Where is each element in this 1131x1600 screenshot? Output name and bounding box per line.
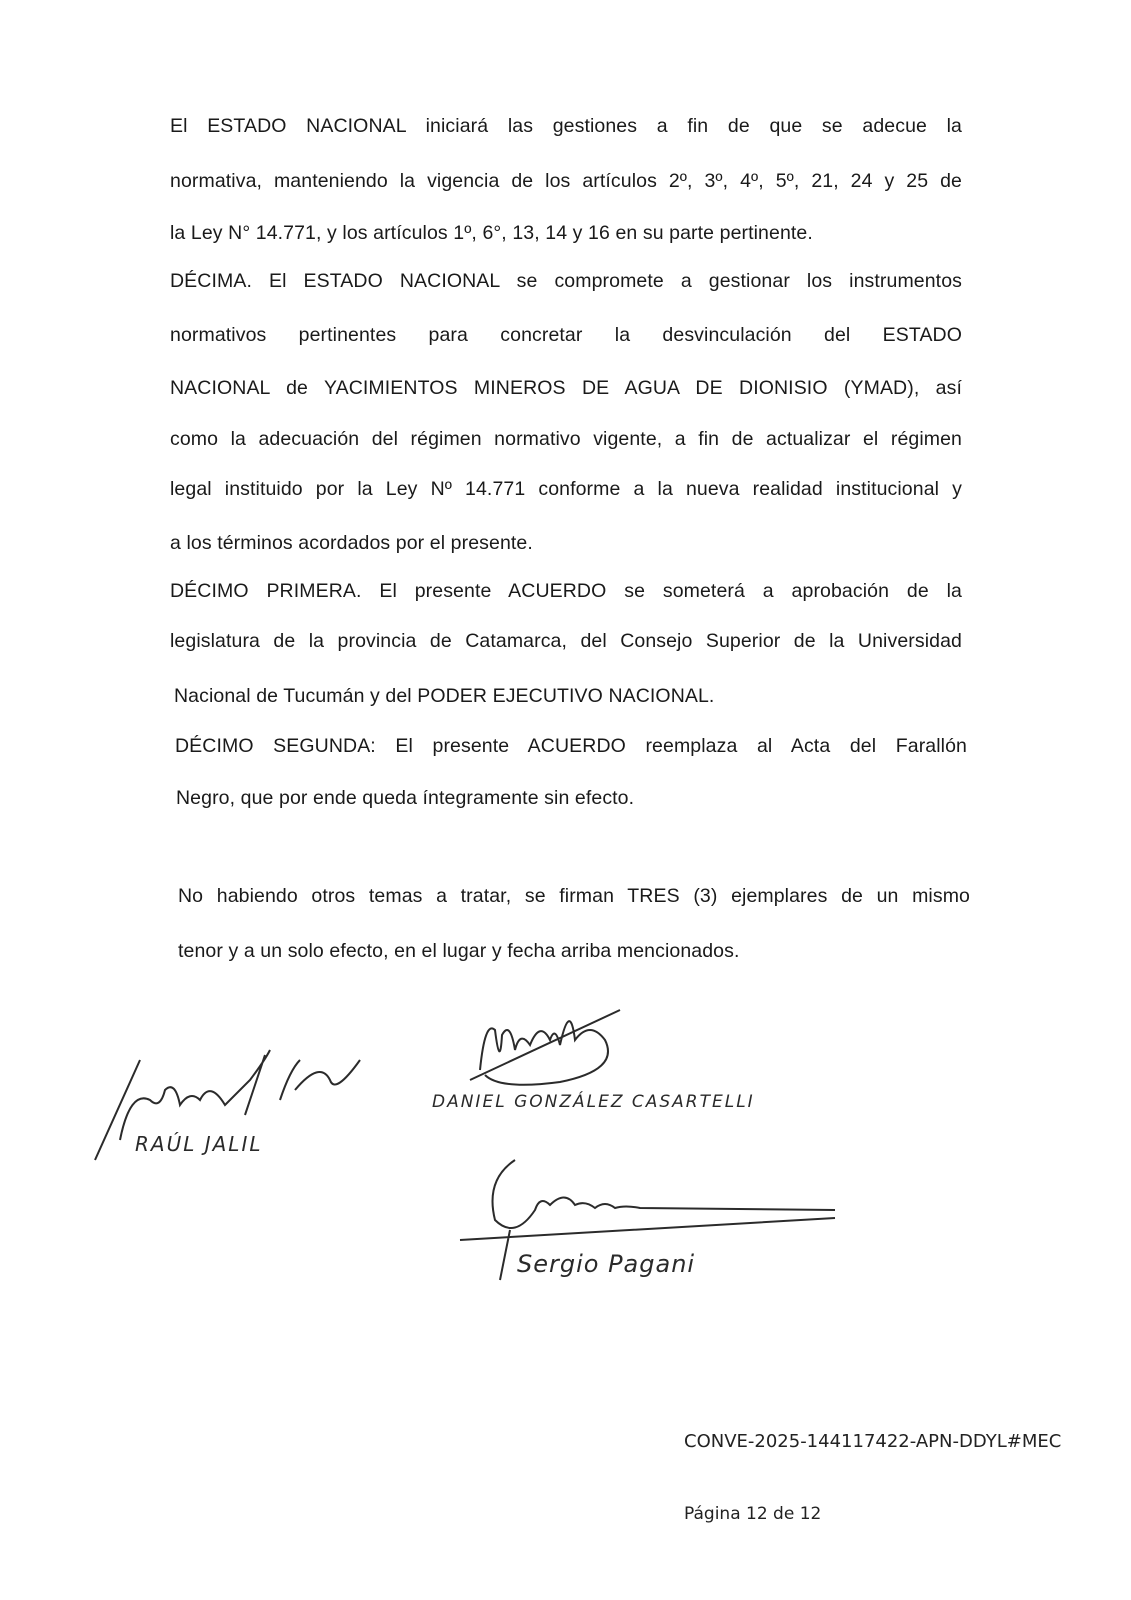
clause-decima-line: normativos pertinentes para concretar la desvinculación del ESTADO (170, 324, 962, 346)
clause-decima-line: como la adecuación del régimen normativo vigente, a fin de actualizar el régimen (170, 428, 962, 450)
clause-decimo-primera-line: legislatura de la provincia de Catamarca, del Consejo Superior de la Universidad (170, 630, 962, 652)
clause-decima-line: legal instituido por la Ley Nº 14.771 conforme a la nueva realidad institucional y (170, 478, 962, 500)
text-line: normativa, manteniendo la vigencia de los artículos 2º, 3º, 4º, 5º, 21, 24 y 25 de (170, 170, 962, 192)
text-line: la Ley N° 14.771, y los artículos 1º, 6°, 13, 14 y 16 en su parte pertinente. (170, 222, 813, 244)
clause-decimo-segunda-line: Negro, que por ende queda íntegramente sin efecto. (176, 787, 635, 809)
text-line: El ESTADO NACIONAL iniciará las gestiones a fin de que se adecue la (170, 115, 962, 137)
clause-decimo-segunda-line: DÉCIMO SEGUNDA: El presente ACUERDO reemplaza al Acta del Farallón (175, 735, 967, 757)
closing-line: tenor y a un solo efecto, en el lugar y fecha arriba mencionados. (178, 940, 740, 962)
page-number: Página 12 de 12 (684, 1504, 822, 1524)
closing-line: No habiendo otros temas a tratar, se firman TRES (3) ejemplares de un mismo (178, 885, 970, 907)
signature-name: Sergio Pagani (517, 1250, 696, 1278)
signature-pagani (455, 1150, 845, 1290)
signature-name: RAÚL JALIL (135, 1132, 263, 1156)
clause-decimo-primera-line: Nacional de Tucumán y del PODER EJECUTIVO NACIONAL. (174, 685, 715, 707)
signature-scribble-icon (440, 1000, 680, 1090)
clause-decima-line: a los términos acordados por el presente. (170, 532, 533, 554)
signature-jalil (90, 1020, 390, 1170)
signature-gonzalez-casartelli (432, 1000, 755, 1112)
clause-decima-line: DÉCIMA. El ESTADO NACIONAL se compromete a gestionar los instrumentos (170, 270, 962, 292)
document-id: CONVE-2025-144117422-APN-DDYL#MEC (684, 1431, 1062, 1452)
signature-name: DANIEL GONZÁLEZ CASARTELLI (432, 1092, 755, 1112)
clause-decimo-primera-line: DÉCIMO PRIMERA. El presente ACUERDO se someterá a aprobación de la (170, 580, 962, 602)
clause-decima-line: NACIONAL de YACIMIENTOS MINEROS DE AGUA DE DIONISIO (YMAD), así (170, 377, 962, 399)
